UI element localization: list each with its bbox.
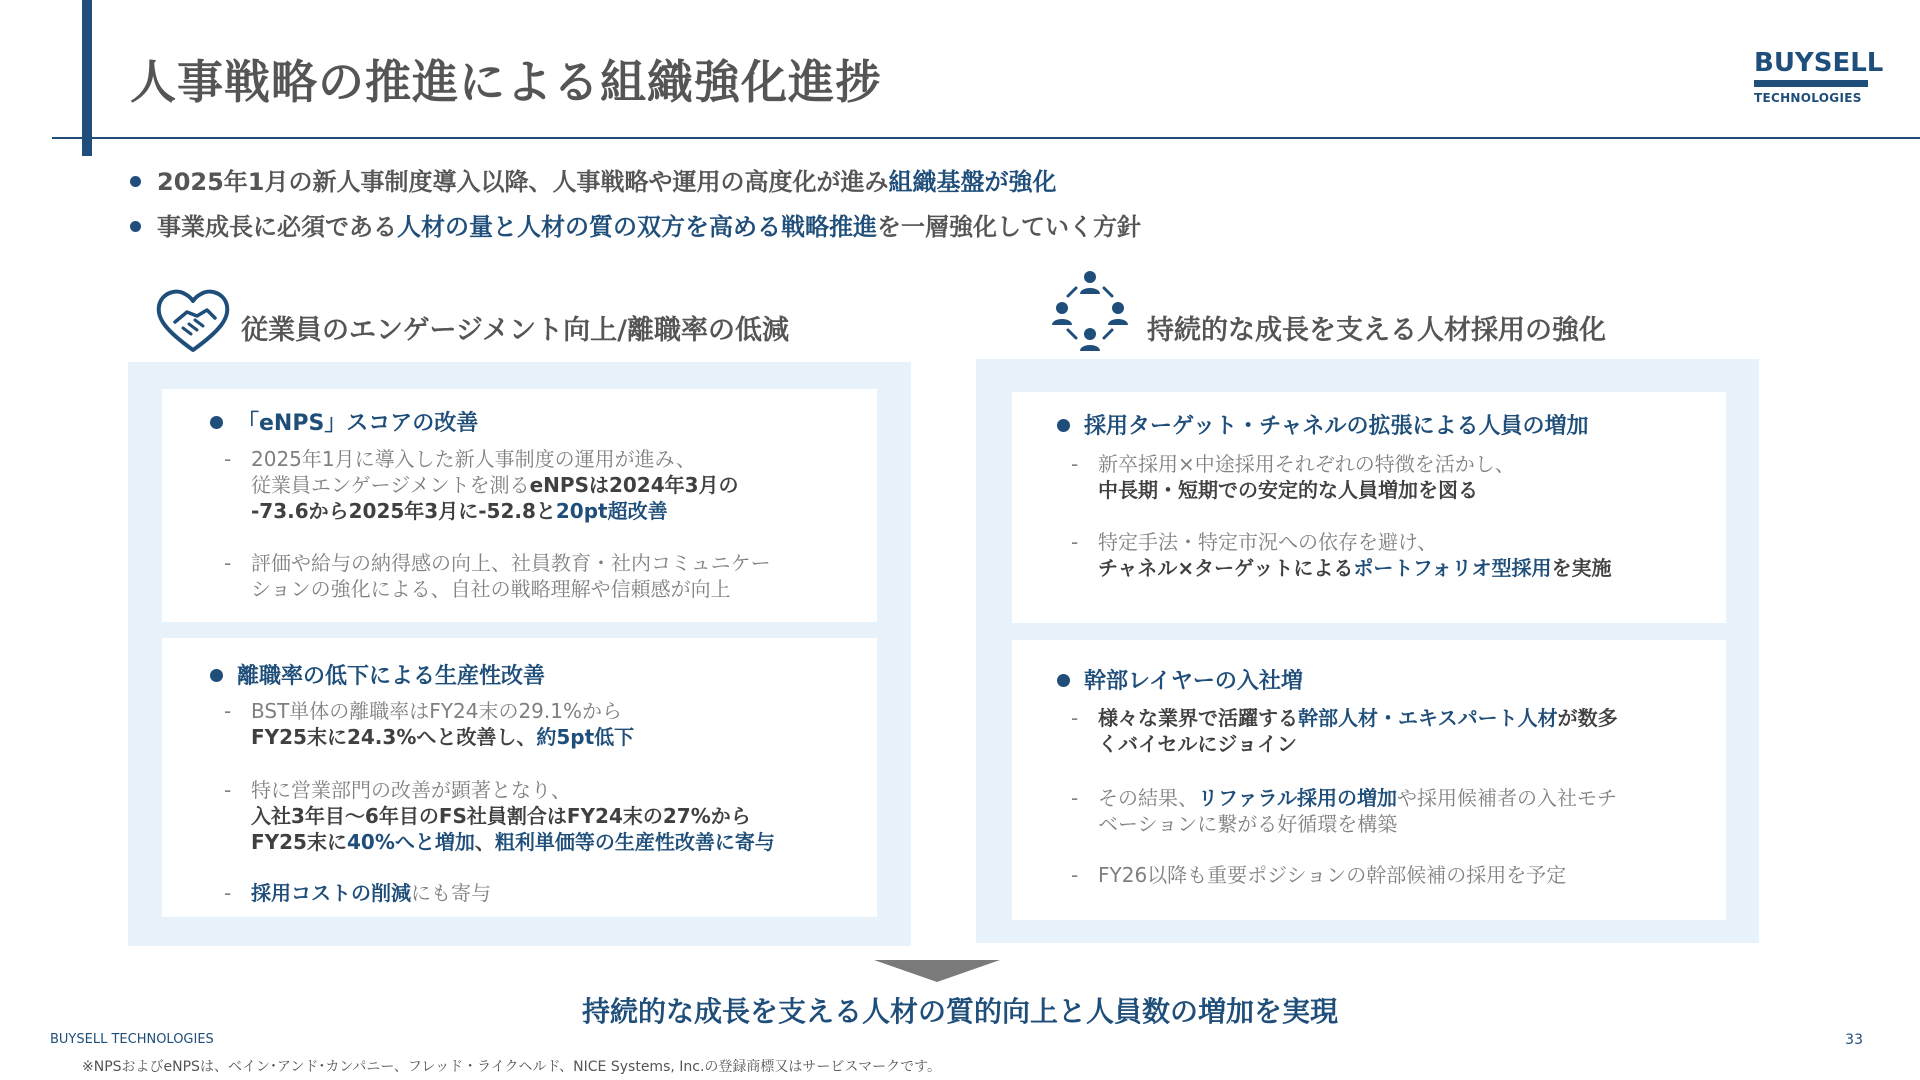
enps-item-1: - 2025年1月に導入した新人事制度の運用が進み、 従業員エンゲージメントを測るeNPSは2024年3月の -73.6から2025年3月に-52.8と20pt超改善 bbox=[224, 447, 739, 523]
logo-bar bbox=[1754, 80, 1868, 87]
intro-bullet-1: 2025年1月の新人事制度導入以降、人事戦略や運用の高度化が進み組織基盤が強化 bbox=[130, 162, 1057, 197]
bullet-icon bbox=[210, 416, 223, 429]
bullet-icon bbox=[210, 669, 223, 682]
page-number: 33 bbox=[1845, 1032, 1863, 1048]
title-divider bbox=[52, 137, 1920, 139]
turnover-card-title: 離職率の低下による生産性改善 bbox=[210, 659, 545, 690]
bullet-icon bbox=[130, 176, 141, 187]
executive-item-2: - その結果、リファラル採用の増加や採用候補者の入社モチ ベーションに繋がる好循環を構築 bbox=[1071, 786, 1617, 836]
people-network-icon bbox=[1052, 268, 1128, 354]
page-title: 人事戦略の推進による組織強化進捗 bbox=[130, 55, 882, 109]
turnover-card bbox=[162, 638, 877, 917]
turnover-item-2: - 特に営業部門の改善が顕著となり、 入社3年目～6年目のFS社員割合はFY24末の27%から FY25末に40%へと増加、粗利単価等の生産性改善に寄与 bbox=[224, 778, 775, 854]
enps-card-title: 「eNPS」スコアの改善 bbox=[210, 406, 478, 437]
recruit-channel-item-1: - 新卒採用×中途採用それぞれの特徴を活かし、 中長期・短期での安定的な人員増加を図る bbox=[1071, 452, 1515, 502]
recruit-channel-card bbox=[1012, 392, 1726, 623]
executive-item-3: - FY26以降も重要ポジションの幹部候補の採用を予定 bbox=[1071, 863, 1567, 887]
heart-handshake-icon bbox=[155, 288, 231, 354]
recruit-channel-card-title: 採用ターゲット・チャネルの拡張による人員の増加 bbox=[1057, 409, 1588, 440]
company-logo bbox=[1754, 48, 1884, 105]
conclusion-text: 持続的な成長を支える人材の質的向上と人員数の増加を実現 bbox=[581, 995, 1338, 1028]
enps-card bbox=[162, 389, 877, 622]
left-section-title: 従業員のエンゲージメント向上/離職率の低減 bbox=[241, 315, 789, 346]
enps-item-2: - 評価や給与の納得感の向上、社員教育・社内コミュニケー ションの強化による、自社の戦略理解や信頼感が向上 bbox=[224, 551, 771, 601]
logo-subtext: TECHNOLOGIES bbox=[1754, 91, 1862, 105]
bullet-icon bbox=[1057, 419, 1070, 432]
turnover-item-1: - BST単体の離職率はFY24末の29.1%から FY25末に24.3%へと改善し、約5pt低下 bbox=[224, 699, 635, 749]
recruit-channel-item-2: - 特定手法・特定市況への依存を避け、 チャネル×ターゲットによるポートフォリオ型採用を実施 bbox=[1071, 530, 1612, 580]
executive-hiring-card-title: 幹部レイヤーの入社増 bbox=[1057, 664, 1303, 695]
bullet-icon bbox=[130, 221, 141, 232]
intro-bullet-2: 事業成長に必須である人材の量と人材の質の双方を高める戦略推進を一層強化していく方針 bbox=[130, 207, 1141, 242]
executive-item-1: - 様々な業界で活躍する幹部人材・エキスパート人材が数多 くバイセルにジョイン bbox=[1071, 706, 1618, 756]
logo-wordmark: BUYSELL bbox=[1754, 48, 1884, 78]
down-arrow-icon bbox=[874, 960, 1000, 982]
title-accent-bar bbox=[82, 0, 92, 156]
executive-hiring-card bbox=[1012, 640, 1726, 920]
right-section-title: 持続的な成長を支える人材採用の強化 bbox=[1147, 315, 1606, 346]
bullet-icon bbox=[1057, 674, 1070, 687]
footer-company: BUYSELL TECHNOLOGIES bbox=[50, 1032, 214, 1047]
turnover-item-3: - 採用コストの削減にも寄与 bbox=[224, 881, 491, 905]
trademark-footnote: ※NPSおよびeNPSは、ベイン･アンド･カンパニー、フレッド・ライクヘルド、NICE Systems, Inc.の登録商標又はサービスマークです。 bbox=[82, 1059, 942, 1075]
